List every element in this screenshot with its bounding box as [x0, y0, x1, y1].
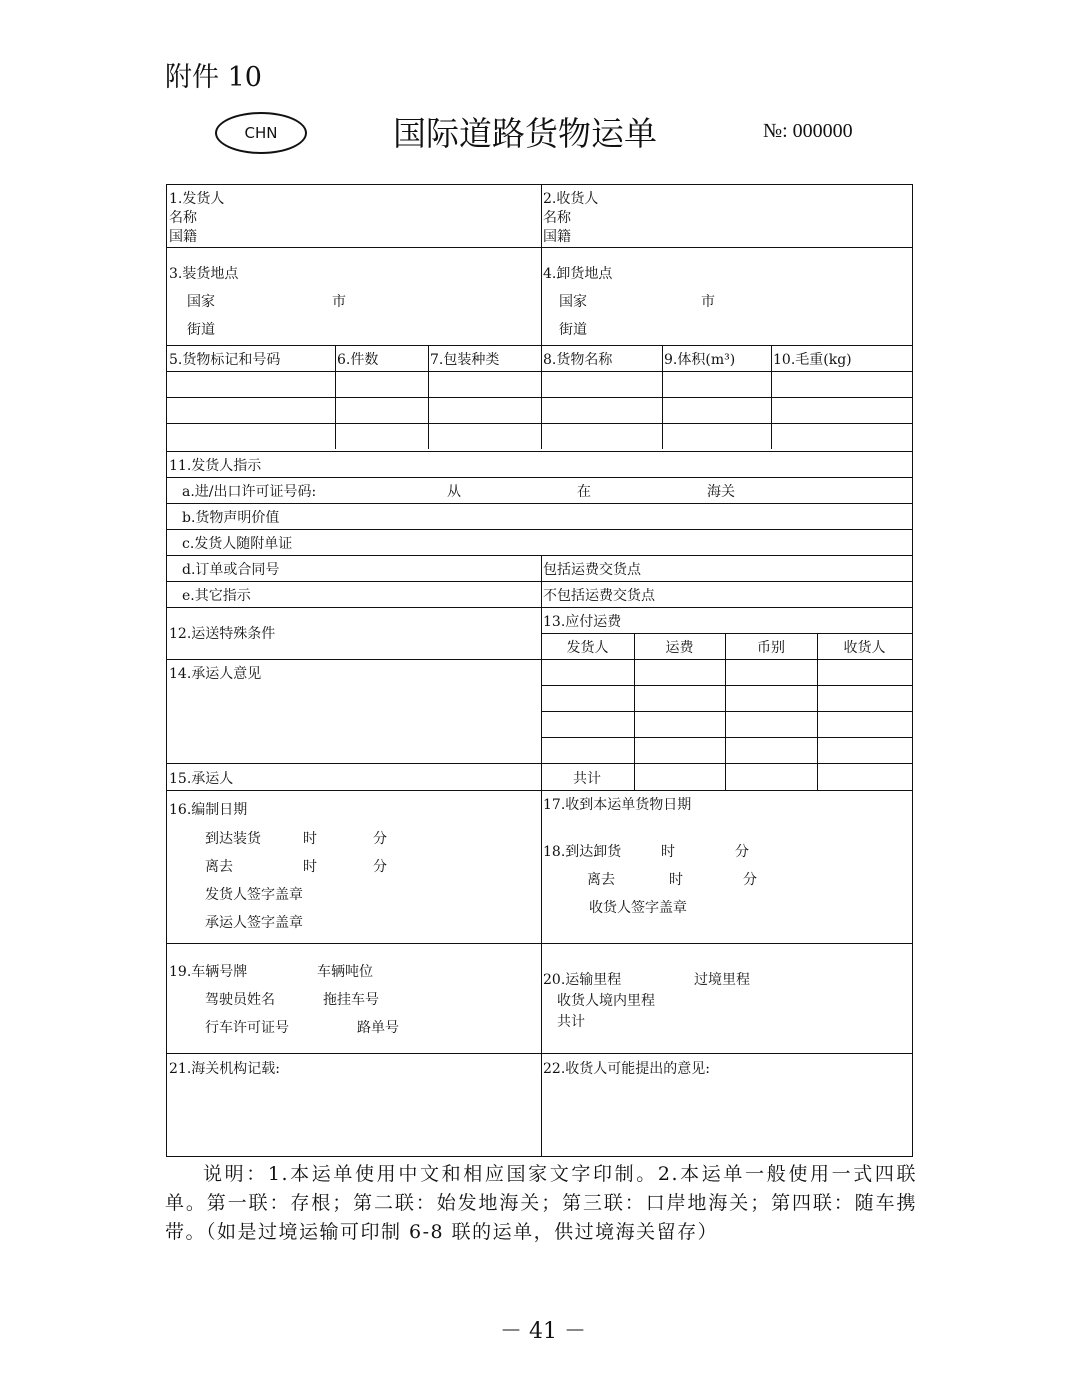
grid-line [167, 477, 912, 478]
field-21-customs-record: 21.海关机构记载: [169, 1061, 280, 1077]
field-22-consignee-remarks: 22.收货人可能提出的意见: [543, 1061, 710, 1077]
field-17-received-date: 17.收到本运单货物日期 [543, 797, 692, 813]
grid-line [541, 711, 912, 712]
field-4-street: 街道 [559, 322, 587, 338]
field-18-arrive-unloading: 18.到达卸货 [543, 844, 622, 860]
grid-line [541, 345, 542, 449]
grid-line [335, 345, 336, 449]
serial-number: №: 000000 [763, 120, 853, 142]
field-11b-declared-value: b.货物声明价值 [182, 510, 280, 526]
field-2-name: 名称 [543, 210, 571, 226]
field-11c-documents: c.发货人随附单证 [182, 536, 293, 552]
field-18-hour-2: 时 [669, 872, 683, 888]
field-18-minute-2: 分 [743, 872, 757, 888]
field-2-consignee: 2.收货人 [543, 191, 599, 207]
freight-col-fee: 运费 [665, 640, 694, 656]
field-11d-order: d.订单或合同号 [182, 562, 280, 578]
field-16-carrier-signature: 承运人签字盖章 [205, 915, 303, 931]
field-19-vehicle-plate: 19.车辆号牌 [169, 964, 248, 980]
country-code: CHN [244, 124, 278, 142]
field-9-volume: 9.体积(m³) [664, 352, 736, 368]
field-14-carrier-remarks: 14.承运人意见 [169, 666, 262, 682]
field-11a-customs: 海关 [707, 484, 735, 500]
grid-line [167, 763, 912, 764]
field-19-permit-no: 行车许可证号 [205, 1020, 289, 1036]
field-4-country: 国家 [559, 294, 587, 310]
field-11a-at: 在 [577, 484, 591, 500]
field-3-loading-place: 3.装货地点 [169, 266, 239, 282]
grid-line [428, 345, 429, 449]
grid-line [167, 423, 912, 424]
grid-line [541, 685, 912, 686]
grid-line [167, 607, 912, 608]
grid-line [541, 633, 912, 634]
grid-line [167, 247, 912, 248]
grid-line [725, 633, 726, 790]
field-20-domestic-mileage: 收货人境内里程 [557, 993, 655, 1009]
field-5-marks: 5.货物标记和号码 [169, 352, 281, 368]
page-number: － 41 － [500, 1319, 586, 1344]
field-2-nationality: 国籍 [543, 229, 571, 245]
field-3-street: 街道 [187, 322, 215, 338]
document-title: 国际道路货物运单 [393, 114, 657, 153]
freight-col-currency: 币别 [757, 640, 785, 656]
waybill-form [166, 184, 913, 1157]
field-18-depart: 离去 [587, 872, 615, 888]
field-19-tonnage: 车辆吨位 [317, 964, 373, 980]
field-19-waybill-no: 路单号 [357, 1020, 399, 1036]
grid-line [167, 659, 912, 660]
field-19-driver-name: 驾驶员姓名 [205, 992, 275, 1008]
field-16-minute-2: 分 [373, 859, 387, 875]
field-1-nationality: 国籍 [169, 229, 197, 245]
field-20-transit-mileage: 过境里程 [694, 972, 750, 988]
incl-freight-delivery: 包括运费交货点 [543, 562, 641, 578]
field-1-name: 名称 [169, 210, 197, 226]
field-11e-other: e.其它指示 [182, 588, 251, 604]
field-6-packages: 6.件数 [337, 352, 379, 368]
field-16-depart: 离去 [205, 859, 233, 875]
freight-total: 共计 [573, 771, 601, 787]
field-11a-license: a.进/出口许可证号码: [182, 484, 317, 500]
grid-line [541, 185, 542, 345]
field-16-hour-2: 时 [303, 859, 317, 875]
field-16-hour-1: 时 [303, 831, 317, 847]
field-4-city: 市 [701, 294, 715, 310]
field-20-transport-mileage: 20.运输里程 [543, 972, 622, 988]
field-18-minute-1: 分 [735, 844, 749, 860]
grid-line [817, 633, 818, 790]
field-13-freight-payable: 13.应付运费 [543, 614, 622, 630]
grid-line [167, 397, 912, 398]
grid-line [167, 943, 912, 944]
field-20-total: 共计 [557, 1014, 585, 1030]
field-18-consignee-signature: 收货人签字盖章 [589, 900, 687, 916]
excl-freight-delivery: 不包括运费交货点 [543, 588, 655, 604]
grid-line [167, 345, 912, 346]
grid-line [662, 345, 663, 449]
field-12-special-conditions: 12.运送特殊条件 [169, 626, 276, 642]
freight-col-shipper: 发货人 [566, 640, 609, 656]
grid-line [167, 503, 912, 504]
grid-line [167, 451, 912, 452]
field-11a-from: 从 [447, 484, 461, 500]
field-19-trailer-no: 拖挂车号 [323, 992, 379, 1008]
country-code-oval [215, 112, 307, 154]
explanation-note: 说明：1.本运单使用中文和相应国家文字印制。2.本运单一般使用一式四联单。第一联：存根；第二联：始发地海关；第三联：口岸地海关；第四联：随车携带。（如是过境运输可印制 6-8 联的运单，供过境海关留存） [165, 1163, 917, 1243]
grid-line [167, 529, 912, 530]
field-18-hour-1: 时 [661, 844, 675, 860]
field-16-arrive-loading: 到达装货 [205, 831, 261, 847]
field-16-minute-1: 分 [373, 831, 387, 847]
field-15-carrier: 15.承运人 [169, 771, 234, 787]
grid-line [167, 1053, 912, 1054]
field-10-weight: 10.毛重(kg) [773, 352, 852, 368]
grid-line [167, 790, 912, 791]
attachment-label: 附件 10 [165, 62, 262, 93]
grid-line [634, 633, 635, 790]
field-7-packing: 7.包装种类 [430, 352, 500, 368]
grid-line [167, 371, 912, 372]
field-16-shipper-signature: 发货人签字盖章 [205, 887, 303, 903]
field-3-country: 国家 [187, 294, 215, 310]
grid-line [167, 555, 912, 556]
freight-col-consignee: 收货人 [843, 640, 886, 656]
field-8-goods-name: 8.货物名称 [543, 352, 613, 368]
field-16-prepared-date: 16.编制日期 [169, 802, 248, 818]
field-1-shipper: 1.发货人 [169, 191, 225, 207]
grid-line [541, 737, 912, 738]
field-3-city: 市 [332, 294, 346, 310]
grid-line [771, 345, 772, 449]
field-4-unloading-place: 4.卸货地点 [543, 266, 613, 282]
grid-line [167, 581, 912, 582]
field-11-instructions: 11.发货人指示 [169, 458, 262, 474]
